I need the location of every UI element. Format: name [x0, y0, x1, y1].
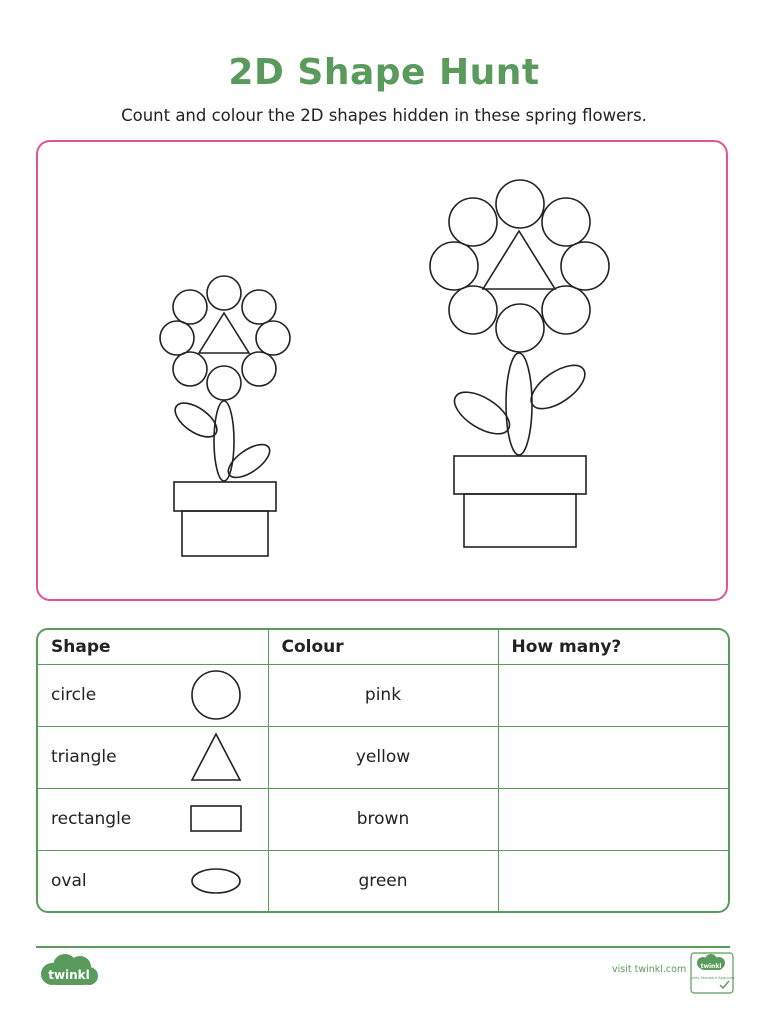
- quality-badge-icon: [690, 952, 734, 994]
- badge-text: twinkl: [700, 963, 722, 970]
- small-flower-petal: [242, 352, 276, 386]
- colour-cell: brown: [268, 788, 498, 850]
- flowers-illustration: [36, 140, 728, 601]
- big-flower-petal: [542, 198, 590, 246]
- shape-cell: [38, 788, 268, 850]
- rectangle-icon: [190, 804, 242, 834]
- count-cell[interactable]: [498, 850, 728, 911]
- small-flower-petal: [207, 366, 241, 400]
- instructions: Count and colour the 2D shapes hidden in these spring flowers.: [121, 106, 647, 125]
- big-flower-leaf: [524, 356, 592, 416]
- table-row: [38, 788, 728, 850]
- page-title: 2D Shape Hunt: [228, 52, 540, 93]
- big-flower-petal: [430, 242, 478, 290]
- colour-cell: pink: [268, 665, 498, 727]
- count-cell[interactable]: [498, 788, 728, 850]
- logo-text: twinkl: [48, 968, 90, 982]
- shape-name: circle: [51, 685, 97, 706]
- colour-cell: yellow: [268, 726, 498, 788]
- quality-badge: [690, 952, 734, 998]
- shape-name: rectangle: [51, 809, 132, 830]
- small-flower-petal: [173, 290, 207, 324]
- table-row: [38, 665, 728, 727]
- table-row: [38, 726, 728, 788]
- small-flower-pot-rim: [174, 482, 276, 511]
- small-flower-leaf: [223, 438, 275, 484]
- small-flower-petal: [207, 276, 241, 310]
- small-flower: [160, 276, 290, 556]
- big-flower-pot: [464, 494, 576, 547]
- small-flower-pot: [182, 511, 268, 556]
- shape-cell: [38, 850, 268, 911]
- count-cell[interactable]: [498, 665, 728, 727]
- big-flower-petal: [449, 286, 497, 334]
- shape-count-table: [36, 628, 730, 913]
- footer-divider: [36, 946, 730, 948]
- header-how-many: How many?: [498, 630, 728, 665]
- small-flower-petal: [173, 352, 207, 386]
- oval-icon: [190, 867, 242, 895]
- shape-name: oval: [51, 870, 87, 891]
- twinkl-cloud-icon: [38, 952, 100, 992]
- small-flower-petal: [256, 321, 290, 355]
- big-flower-stem: [506, 353, 532, 455]
- big-flower-petal: [496, 180, 544, 228]
- circle-icon: [190, 670, 242, 720]
- header-shape: Shape: [38, 630, 268, 665]
- twinkl-logo[interactable]: [38, 952, 100, 996]
- big-flower: [430, 180, 609, 547]
- shape-cell: [38, 726, 268, 788]
- flower-picture-frame: [36, 140, 728, 601]
- badge-caption: Quality Standard Approved: [690, 976, 734, 980]
- small-flower-petal: [160, 321, 194, 355]
- visit-link[interactable]: visit twinkl.com: [612, 964, 687, 975]
- count-cell[interactable]: [498, 726, 728, 788]
- shape-name: triangle: [51, 747, 117, 768]
- table-row: [38, 850, 728, 911]
- triangle-icon: [190, 732, 242, 782]
- big-flower-petal: [542, 286, 590, 334]
- small-flower-stem: [214, 401, 234, 481]
- small-flower-petal: [242, 290, 276, 324]
- colour-cell: green: [268, 850, 498, 911]
- header-colour: Colour: [268, 630, 498, 665]
- big-flower-petal: [449, 198, 497, 246]
- small-flower-centre-triangle: [199, 313, 249, 353]
- big-flower-petal: [561, 242, 609, 290]
- big-flower-pot-rim: [454, 456, 586, 494]
- big-flower-centre-triangle: [483, 231, 555, 289]
- big-flower-petal: [496, 304, 544, 352]
- shape-cell: [38, 665, 268, 727]
- table-header-row: [38, 630, 728, 665]
